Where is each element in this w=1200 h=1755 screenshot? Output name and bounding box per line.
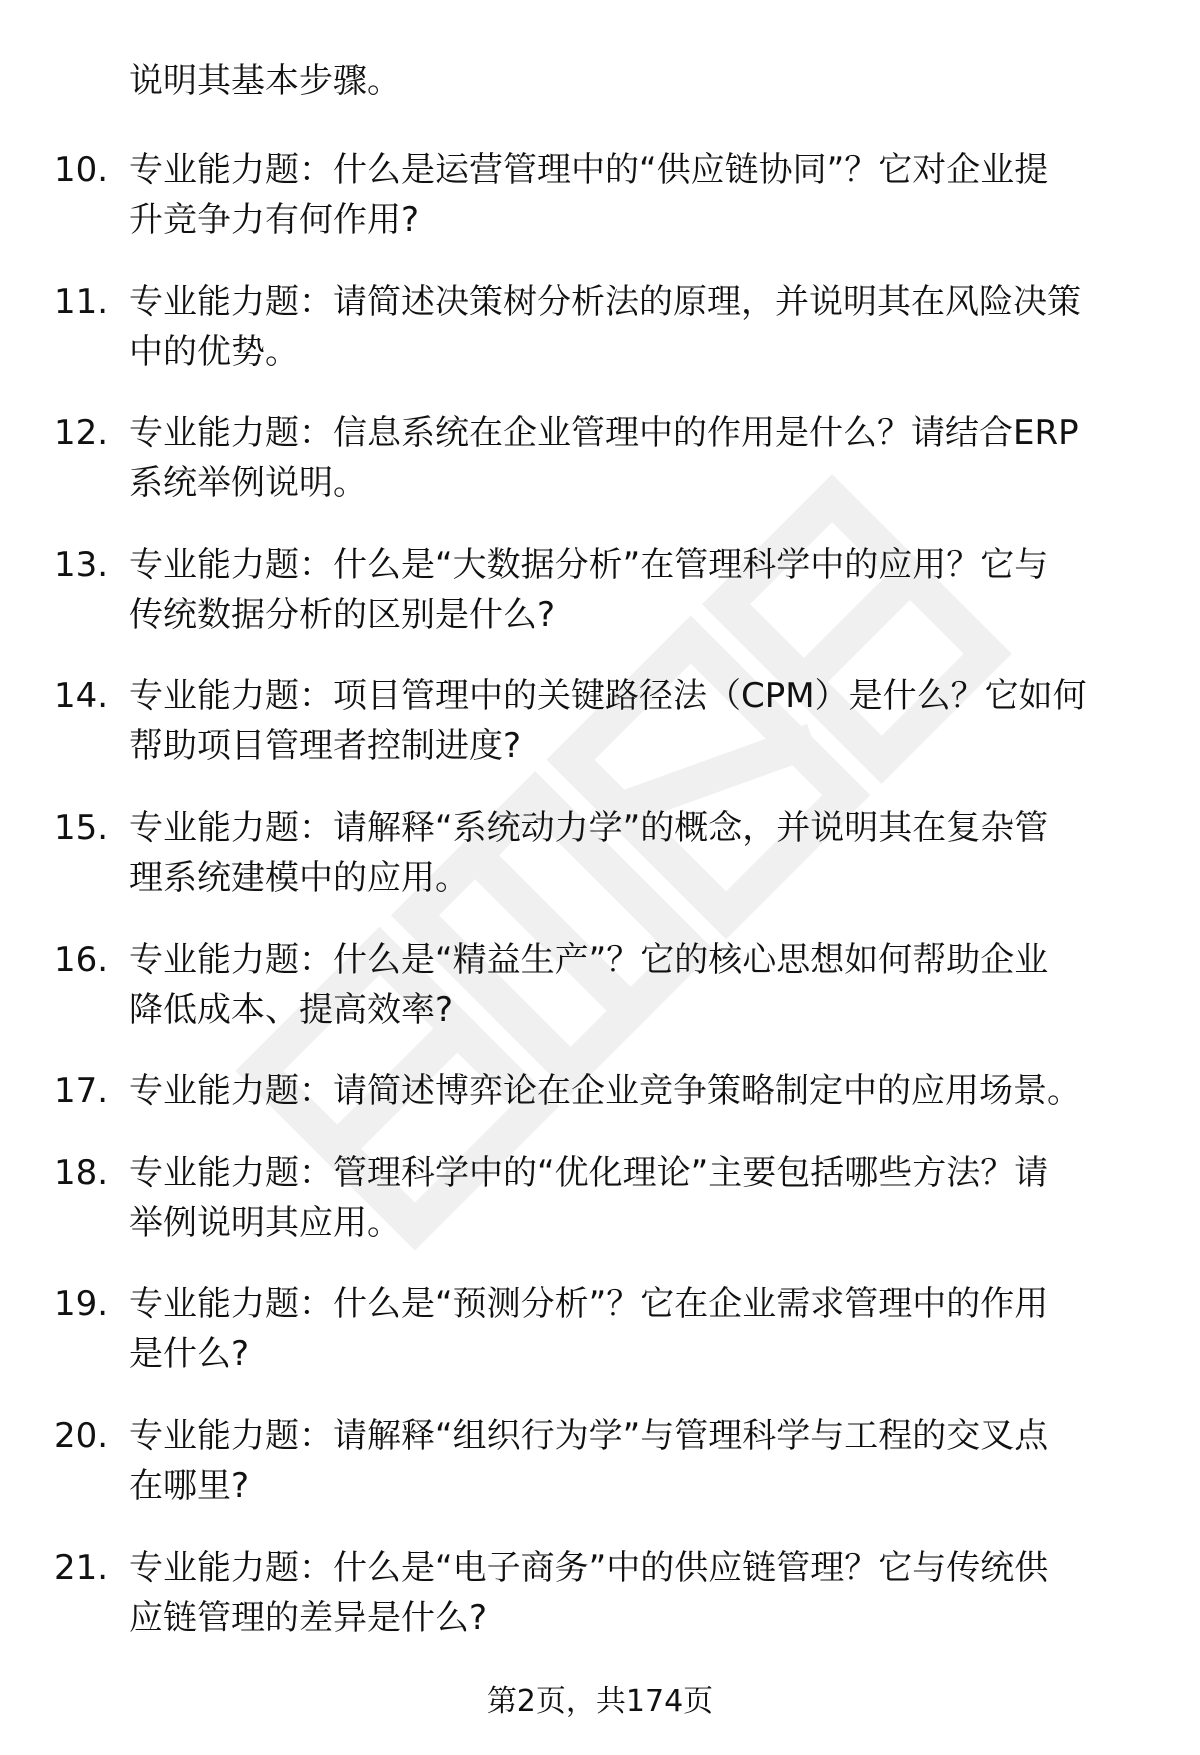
question-line: 专业能力题：请简述博弈论在企业竞争策略制定中的应用场景。	[129, 1071, 1081, 1112]
question-item	[0, 145, 1200, 245]
question-number: 18.	[54, 1152, 109, 1193]
question-line: 举例说明其应用。	[129, 1202, 401, 1243]
question-line: 专业能力题：请简述决策树分析法的原理，并说明其在风险决策	[129, 281, 1081, 322]
question-text	[129, 671, 1149, 771]
question-item	[0, 1543, 1200, 1643]
question-line: 专业能力题：什么是运营管理中的“供应链协同”？它对企业提	[129, 150, 1049, 190]
question-line: 理系统建模中的应用。	[129, 857, 469, 898]
question-line: 专业能力题：信息系统在企业管理中的作用是什么？请结合ERP	[129, 413, 1079, 454]
page-footer: 第2页，共174页	[486, 1684, 714, 1719]
question-number: 13.	[54, 544, 109, 585]
question-item	[0, 540, 1200, 640]
question-line: 降低成本、提高效率?	[129, 989, 454, 1030]
question-line: 传统数据分析的区别是什么?	[129, 594, 556, 635]
question-line: 应链管理的差异是什么?	[129, 1597, 488, 1638]
question-line: 专业能力题：请解释“组织行为学”与管理科学与工程的交叉点	[129, 1415, 1049, 1456]
question-number: 14.	[54, 676, 109, 717]
question-number: 17.	[54, 1071, 109, 1112]
continuation-text: 说明其基本步骤。	[129, 61, 401, 101]
question-number: 12.	[54, 413, 109, 454]
question-number: 16.	[54, 939, 109, 980]
question-line: 升竞争力有何作用?	[129, 200, 420, 240]
question-text	[129, 1279, 1149, 1379]
question-item	[0, 935, 1200, 1035]
question-text	[129, 1411, 1149, 1511]
question-line: 专业能力题：什么是“大数据分析”在管理科学中的应用？它与	[129, 544, 1049, 585]
question-number: 19.	[54, 1284, 109, 1325]
question-line: 专业能力题：请解释“系统动力学”的概念，并说明其在复杂管	[129, 807, 1049, 848]
question-line: 系统举例说明。	[129, 463, 367, 504]
question-text	[129, 1148, 1149, 1248]
question-line: 专业能力题：什么是“预测分析”？它在企业需求管理中的作用	[129, 1284, 1049, 1325]
question-text	[129, 935, 1149, 1035]
question-line: 帮助项目管理者控制进度?	[129, 726, 522, 767]
question-number: 20.	[54, 1415, 109, 1456]
question-line: 中的优势。	[129, 331, 299, 372]
question-number: 21.	[54, 1547, 109, 1588]
question-line: 在哪里?	[129, 1465, 250, 1506]
question-line: 专业能力题：项目管理中的关键路径法（CPM）是什么？它如何	[129, 676, 1087, 717]
question-text	[129, 408, 1149, 508]
question-text	[129, 540, 1149, 640]
question-line: 专业能力题：什么是“精益生产”？它的核心思想如何帮助企业	[129, 939, 1049, 980]
question-item	[0, 408, 1200, 508]
question-item	[0, 1148, 1200, 1248]
question-text	[129, 145, 1149, 245]
question-number: 15.	[54, 807, 109, 848]
question-item	[0, 803, 1200, 903]
question-text	[129, 1543, 1149, 1643]
question-text	[129, 1066, 1149, 1116]
question-line: 是什么?	[129, 1334, 250, 1375]
question-item	[0, 1066, 1200, 1116]
question-text	[129, 277, 1149, 377]
question-item	[0, 1279, 1200, 1379]
question-list	[0, 145, 1200, 1674]
question-number: 10.	[54, 150, 109, 190]
question-item	[0, 1411, 1200, 1511]
question-number: 11.	[54, 281, 109, 322]
question-item	[0, 671, 1200, 771]
question-line: 专业能力题：管理科学中的“优化理论”主要包括哪些方法？请	[129, 1152, 1049, 1193]
question-line: 专业能力题：什么是“电子商务”中的供应链管理？它与传统供	[129, 1547, 1049, 1588]
question-text	[129, 803, 1149, 903]
question-item	[0, 277, 1200, 377]
